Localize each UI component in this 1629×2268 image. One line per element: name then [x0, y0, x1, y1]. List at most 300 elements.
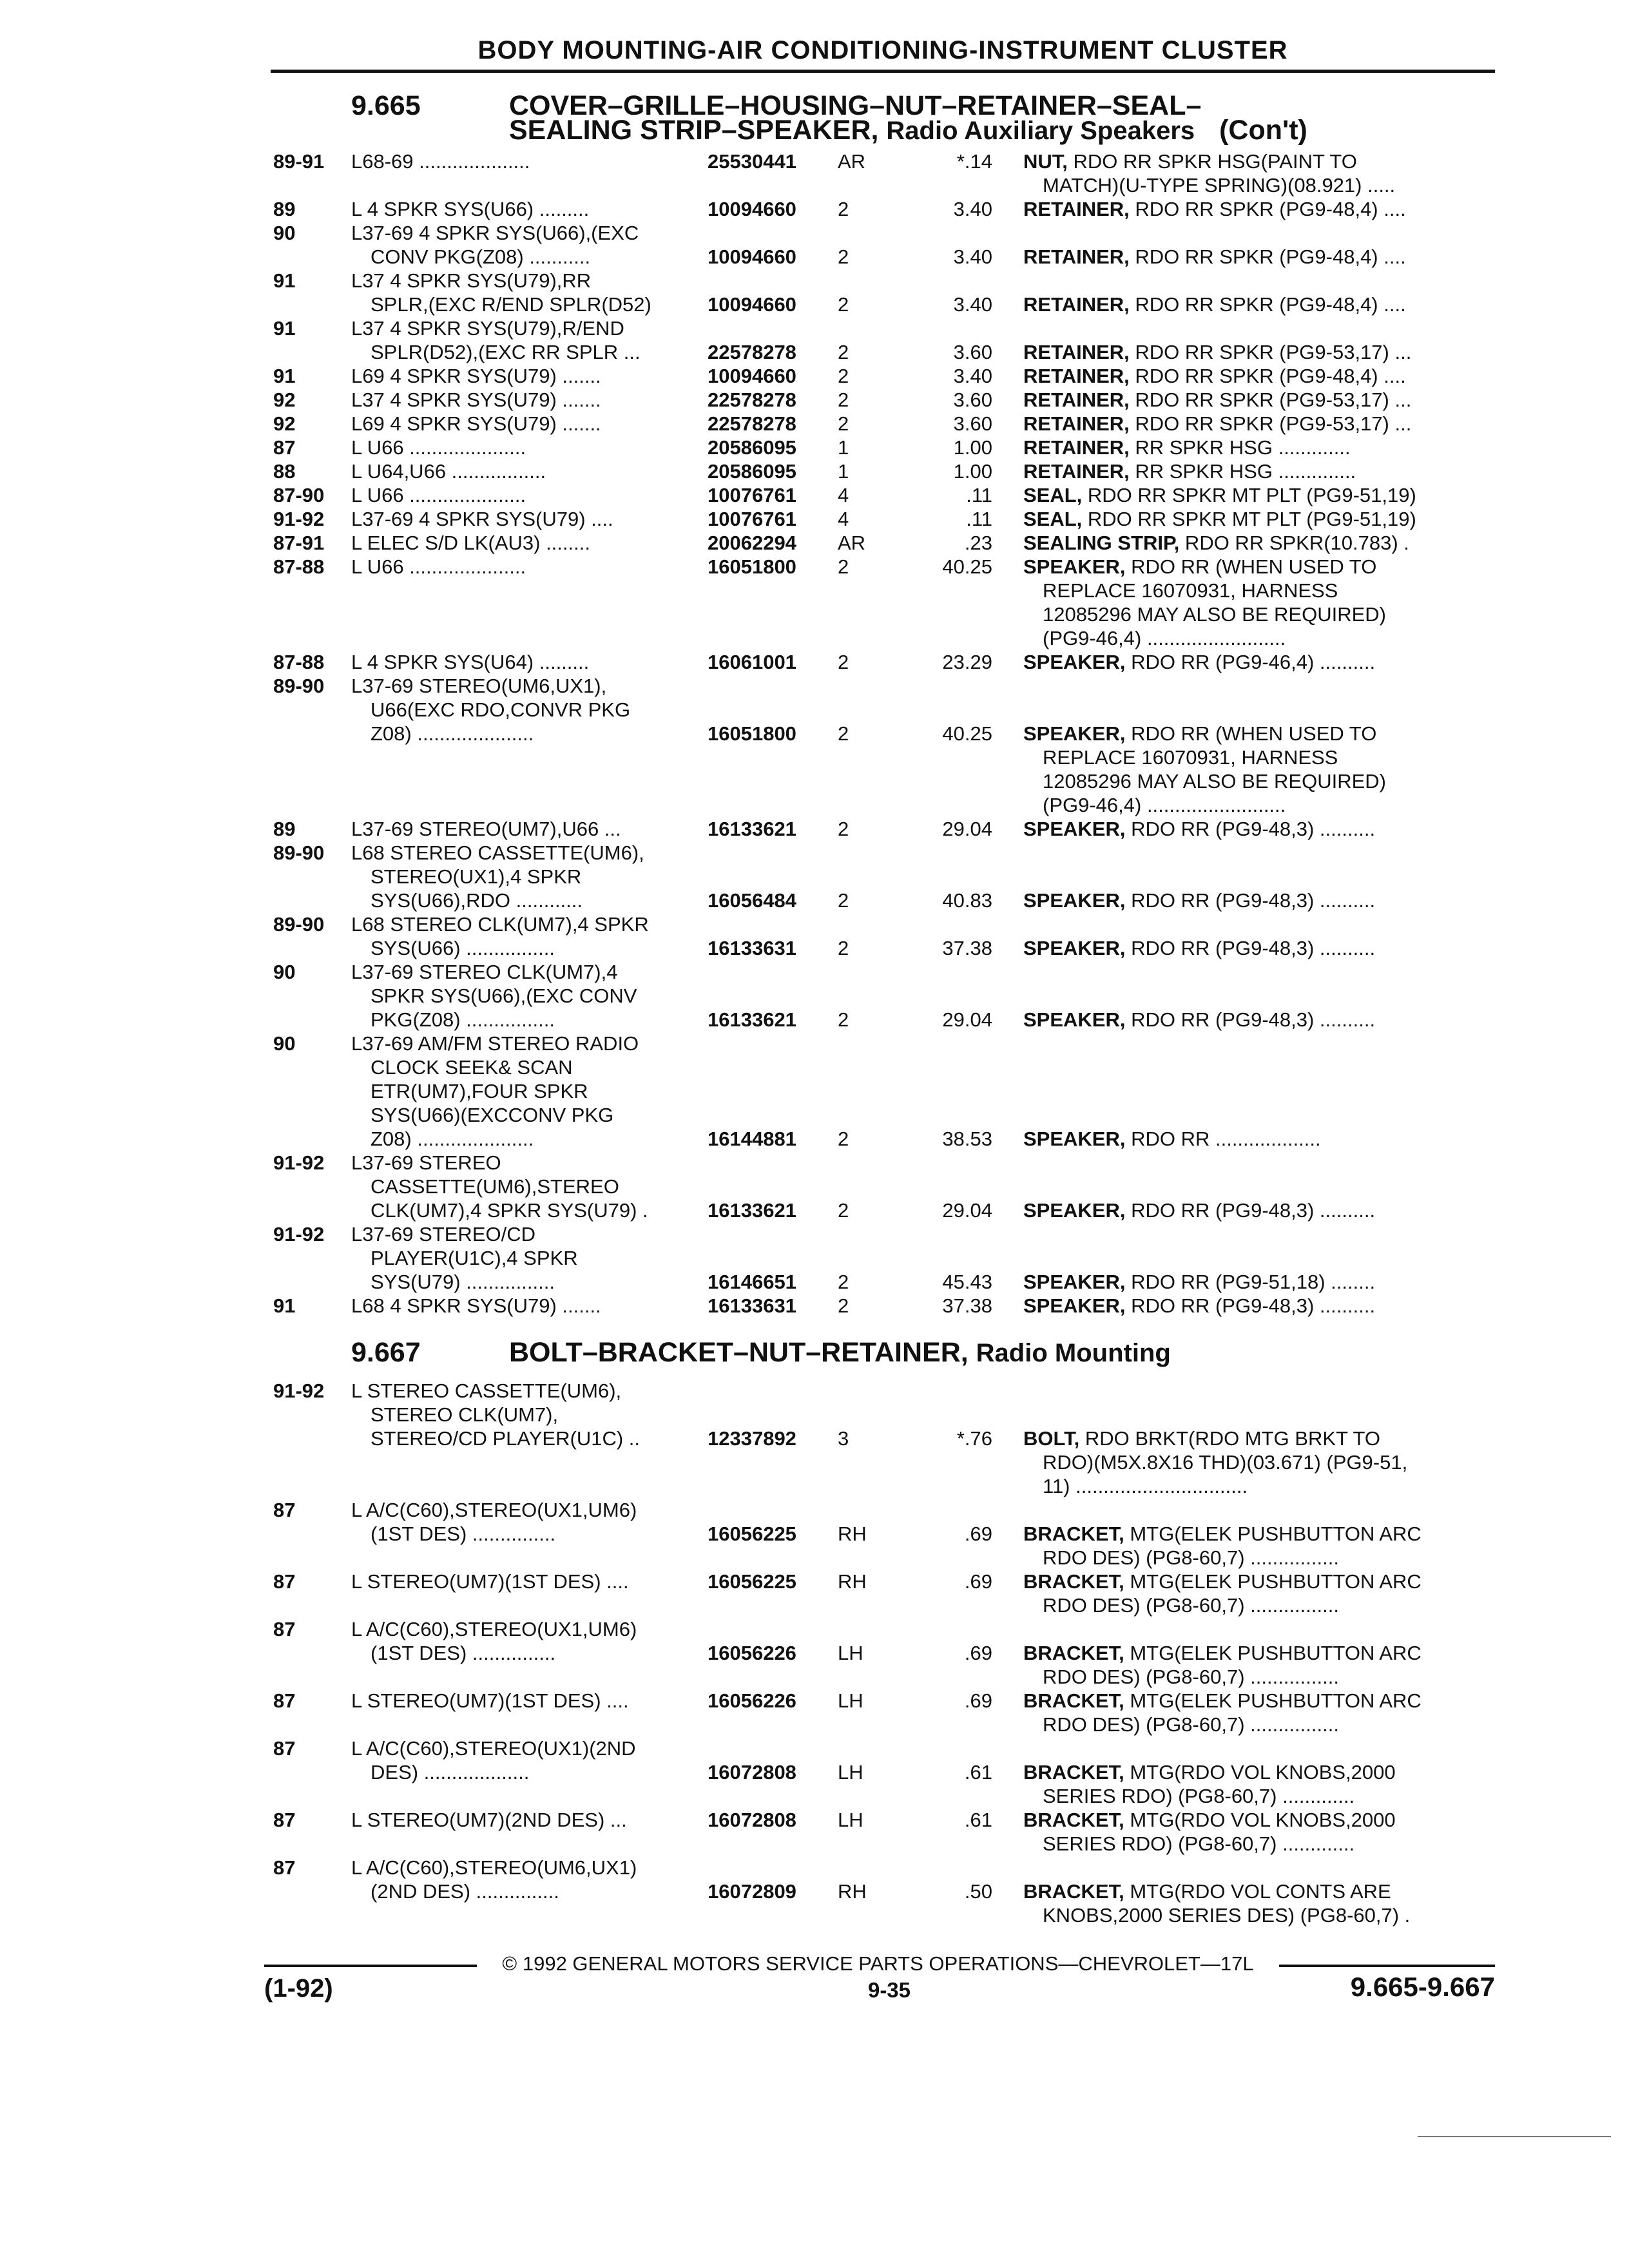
quantity: 2	[838, 651, 849, 673]
footer-section-range: 9.665-9.667	[1350, 1972, 1495, 2002]
quantity: 3	[838, 1427, 849, 1450]
application	[351, 1808, 702, 1832]
description-line: REPLACE 16070931, HARNESS	[1043, 746, 1338, 769]
application-line: L37-69 4 SPKR SYS(U66),(EXC	[351, 222, 639, 244]
description	[1023, 555, 1500, 650]
section-title-line1: COVER–GRILLE–HOUSING–NUT–RETAINER–SEAL–	[509, 90, 1202, 121]
price: 29.04	[942, 818, 992, 840]
model-years: 87	[273, 1856, 296, 1879]
price: 40.25	[942, 722, 992, 745]
application	[351, 650, 702, 674]
application-line: L U66 .....................	[351, 484, 526, 506]
part-name: BRACKET,	[1023, 1880, 1124, 1903]
quantity: 2	[838, 555, 849, 578]
quantity: 2	[838, 389, 849, 411]
application	[351, 459, 702, 483]
part-detail: RDO RR SPKR (PG9-53,17) ...	[1129, 341, 1412, 363]
description-line	[1023, 388, 1500, 412]
part-name: BOLT,	[1023, 1427, 1080, 1450]
description-line	[1023, 293, 1500, 316]
price: .23	[964, 532, 992, 554]
part-number: 10076761	[708, 508, 796, 530]
part-name: SEAL,	[1023, 484, 1083, 506]
part-detail: MTG(ELEK PUSHBUTTON ARC	[1124, 1689, 1422, 1712]
description	[1023, 936, 1500, 960]
description-line: (PG9-46,4) .........................	[1043, 627, 1286, 649]
description-line: RDO DES) (PG8-60,7) ................	[1043, 1713, 1339, 1736]
application	[351, 1222, 702, 1294]
application-line: SPKR SYS(U66),(EXC CONV	[371, 985, 637, 1007]
application-line: (1ST DES) ...............	[371, 1642, 556, 1664]
section-continued: (Con't)	[1219, 115, 1307, 146]
part-detail: RDO RR (PG9-48,3) ..........	[1125, 937, 1376, 959]
model-years: 91-92	[273, 1379, 325, 1402]
model-years: 88	[273, 460, 296, 483]
section-title-line2-wrap	[509, 115, 1307, 146]
description-line: (PG9-46,4) .........................	[1043, 794, 1286, 816]
part-detail: RDO RR ...................	[1125, 1128, 1321, 1150]
part-detail: RDO RR SPKR (PG9-53,17) ...	[1129, 389, 1412, 411]
application	[351, 1856, 702, 1903]
application-line: PKG(Z08) ................	[371, 1008, 555, 1031]
model-years: 91	[273, 317, 296, 340]
application	[351, 817, 702, 841]
part-detail: RDO RR (WHEN USED TO	[1125, 555, 1377, 578]
description	[1023, 1808, 1500, 1856]
application-line: L A/C(C60),STEREO(UX1)(2ND	[351, 1737, 636, 1760]
part-detail: RDO RR SPKR (PG9-48,4) ....	[1129, 198, 1406, 220]
part-number: 10076761	[708, 484, 796, 506]
application-line: L U64,U66 .................	[351, 460, 546, 483]
description-line	[1023, 1808, 1500, 1832]
section-number: 9.667	[351, 1337, 421, 1368]
quantity: 2	[838, 1199, 849, 1222]
application-line: L68-69 ....................	[351, 150, 530, 173]
part-name: SPEAKER,	[1023, 937, 1126, 959]
application-line: L 4 SPKR SYS(U64) .........	[351, 651, 590, 673]
application-line: L37-69 STEREO CLK(UM7),4	[351, 961, 618, 983]
application-line: SPLR,(EXC R/END SPLR(D52)	[371, 293, 651, 316]
price: .61	[964, 1761, 992, 1783]
scan-artifact-line	[1418, 2136, 1611, 2137]
application-line: L37 4 SPKR SYS(U79),R/END	[351, 317, 624, 340]
application	[351, 412, 702, 436]
application	[351, 269, 702, 316]
part-detail: RDO RR SPKR HSG(PAINT TO	[1067, 150, 1357, 173]
part-name: NUT,	[1023, 150, 1068, 173]
part-number: 16133631	[708, 1294, 796, 1317]
description	[1023, 1689, 1500, 1736]
price: 37.38	[942, 1294, 992, 1317]
price: .61	[964, 1809, 992, 1831]
description-line	[1023, 412, 1500, 436]
price: 3.40	[953, 365, 992, 387]
part-number: 10094660	[708, 365, 796, 387]
model-years: 89	[273, 818, 296, 840]
model-years: 87	[273, 1689, 296, 1712]
page-header-title: BODY MOUNTING-AIR CONDITIONING-INSTRUMENT CLUSTER	[477, 36, 1288, 64]
price: 38.53	[942, 1128, 992, 1150]
application-line: L STEREO(UM7)(1ST DES) ....	[351, 1689, 629, 1712]
price: .11	[966, 508, 992, 530]
part-number: 16056484	[708, 889, 796, 912]
application	[351, 1570, 702, 1593]
application-line: L37 4 SPKR SYS(U79),RR	[351, 269, 592, 292]
application	[351, 221, 702, 269]
description-line: RDO DES) (PG8-60,7) ................	[1043, 1666, 1339, 1688]
part-detail: RDO RR (PG9-48,3) ..........	[1125, 818, 1376, 840]
description-line	[1023, 889, 1500, 912]
part-number: 22578278	[708, 412, 796, 435]
application-line: L37-69 STEREO	[351, 1151, 501, 1174]
model-years: 89-90	[273, 841, 325, 864]
application-line: SYS(U66),RDO ............	[371, 889, 583, 912]
application	[351, 1294, 702, 1318]
part-number: 20586095	[708, 436, 796, 459]
description	[1023, 388, 1500, 412]
application-line: STEREO/CD PLAYER(U1C) ..	[371, 1427, 641, 1450]
part-name: BRACKET,	[1023, 1809, 1124, 1831]
part-name: SPEAKER,	[1023, 1271, 1126, 1293]
price: 3.40	[953, 198, 992, 220]
part-detail: MTG(RDO VOL KNOBS,2000	[1124, 1809, 1396, 1831]
application-line: L A/C(C60),STEREO(UX1,UM6)	[351, 1618, 637, 1640]
description-line	[1023, 1270, 1500, 1294]
description-line: 12085296 MAY ALSO BE REQUIRED)	[1043, 770, 1386, 793]
part-detail: RDO RR (PG9-46,4) ..........	[1125, 651, 1376, 673]
quantity: 2	[838, 1128, 849, 1150]
part-number: 16146651	[708, 1271, 796, 1293]
model-years: 87-88	[273, 555, 325, 578]
application	[351, 149, 702, 173]
section-title-text: BOLT–BRACKET–NUT–RETAINER,	[509, 1337, 969, 1368]
application-line: L STEREO(UM7)(2ND DES) ...	[351, 1809, 627, 1831]
part-number: 16051800	[708, 722, 796, 745]
application	[351, 1689, 702, 1713]
application-line: L U66 .....................	[351, 555, 526, 578]
model-years: 91	[273, 1294, 296, 1317]
application-line: L U66 .....................	[351, 436, 526, 459]
part-detail: RDO RR (PG9-48,3) ..........	[1125, 1199, 1376, 1222]
description-line	[1023, 1570, 1500, 1593]
description-line	[1023, 1522, 1500, 1546]
application-line: L37-69 4 SPKR SYS(U79) ....	[351, 508, 613, 530]
description	[1023, 1570, 1500, 1617]
part-number: 16051800	[708, 555, 796, 578]
model-years: 90	[273, 961, 296, 983]
quantity: RH	[838, 1880, 867, 1903]
price: 40.83	[942, 889, 992, 912]
part-name: RETAINER,	[1023, 365, 1130, 387]
description	[1023, 531, 1500, 555]
price: 29.04	[942, 1008, 992, 1031]
application-line: L37-69 STEREO/CD	[351, 1223, 535, 1245]
description-line	[1023, 436, 1500, 459]
description	[1023, 1127, 1500, 1151]
application-line: SYS(U66)(EXCCONV PKG	[371, 1104, 614, 1126]
description-line	[1023, 364, 1500, 388]
part-name: SPEAKER,	[1023, 1128, 1126, 1150]
part-name: RETAINER,	[1023, 412, 1130, 435]
part-name: SPEAKER,	[1023, 1008, 1126, 1031]
price: *.76	[956, 1427, 992, 1450]
description-line	[1023, 1689, 1500, 1713]
application-line: STEREO(UX1),4 SPKR	[371, 865, 582, 888]
part-name: RETAINER,	[1023, 293, 1130, 316]
part-number: 16072808	[708, 1809, 796, 1831]
price: *.14	[956, 150, 992, 173]
part-name: BRACKET,	[1023, 1570, 1124, 1593]
description-line: RDO DES) (PG8-60,7) ................	[1043, 1546, 1339, 1569]
part-detail: RDO RR SPKR MT PLT (PG9-51,19)	[1082, 508, 1416, 530]
description-line	[1023, 555, 1500, 579]
description	[1023, 364, 1500, 388]
part-name: BRACKET,	[1023, 1689, 1124, 1712]
description-line	[1023, 340, 1500, 364]
application-line: U66(EXC RDO,CONVR PKG	[371, 698, 631, 721]
description-line	[1023, 1127, 1500, 1151]
description-line	[1023, 1760, 1500, 1784]
application-line: L37-69 STEREO(UM7),U66 ...	[351, 818, 621, 840]
application-line: CASSETTE(UM6),STEREO	[371, 1175, 619, 1198]
part-name: SPEAKER,	[1023, 651, 1126, 673]
description	[1023, 650, 1500, 674]
description	[1023, 1760, 1500, 1808]
model-years: 91	[273, 269, 296, 292]
description-line: RDO)(M5X.8X16 THD)(03.671) (PG9-51,	[1043, 1451, 1408, 1474]
application-line: CLOCK SEEK& SCAN	[371, 1056, 573, 1079]
part-name: RETAINER,	[1023, 198, 1130, 220]
application	[351, 1032, 702, 1151]
footer-rule-right	[1279, 1965, 1495, 1967]
model-years: 91-92	[273, 1151, 325, 1174]
application	[351, 531, 702, 555]
description	[1023, 1427, 1500, 1498]
description	[1023, 436, 1500, 459]
application	[351, 912, 702, 960]
description	[1023, 412, 1500, 436]
description	[1023, 1008, 1500, 1032]
description	[1023, 507, 1500, 531]
model-years: 87	[273, 436, 296, 459]
description-line	[1023, 1008, 1500, 1032]
application	[351, 1617, 702, 1665]
application-line: L STEREO CASSETTE(UM6),	[351, 1379, 622, 1402]
quantity: 2	[838, 818, 849, 840]
description	[1023, 1522, 1500, 1570]
price: 3.40	[953, 245, 992, 268]
part-number: 10094660	[708, 198, 796, 220]
part-detail: MTG(ELEK PUSHBUTTON ARC	[1124, 1523, 1422, 1545]
part-detail: RDO RR SPKR MT PLT (PG9-51,19)	[1082, 484, 1416, 506]
part-detail: RDO RR SPKR (PG9-53,17) ...	[1129, 412, 1412, 435]
part-number: 22578278	[708, 389, 796, 411]
part-detail: MTG(ELEK PUSHBUTTON ARC	[1124, 1570, 1422, 1593]
description-line	[1023, 1294, 1500, 1318]
quantity: 4	[838, 484, 849, 506]
application-line: L69 4 SPKR SYS(U79) .......	[351, 412, 601, 435]
part-number: 10094660	[708, 293, 796, 316]
price: .69	[964, 1642, 992, 1664]
description-line	[1023, 483, 1500, 507]
part-name: RETAINER,	[1023, 245, 1130, 268]
application	[351, 507, 702, 531]
application-line: L 4 SPKR SYS(U66) .........	[351, 198, 590, 220]
part-detail: MTG(RDO VOL KNOBS,2000	[1124, 1761, 1396, 1783]
model-years: 87	[273, 1499, 296, 1521]
application	[351, 1379, 702, 1450]
footer-copyright: © 1992 GENERAL MOTORS SERVICE PARTS OPERATIONS—CHEVROLET—17L	[502, 1952, 1254, 1975]
model-years: 87-91	[273, 532, 325, 554]
quantity: 2	[838, 341, 849, 363]
price: .50	[964, 1880, 992, 1903]
description	[1023, 889, 1500, 912]
part-name: RETAINER,	[1023, 389, 1130, 411]
application-line: L69 4 SPKR SYS(U79) .......	[351, 365, 601, 387]
description-line	[1023, 507, 1500, 531]
header-rule	[271, 70, 1495, 73]
part-number: 16133631	[708, 937, 796, 959]
description	[1023, 245, 1500, 269]
application-line: STEREO CLK(UM7),	[371, 1403, 559, 1426]
application-line: L A/C(C60),STEREO(UM6,UX1)	[351, 1856, 637, 1879]
part-name: RETAINER,	[1023, 460, 1130, 483]
application-line: SPLR(D52),(EXC RR SPLR ...	[371, 341, 641, 363]
quantity: LH	[838, 1809, 863, 1831]
application-line: (2ND DES) ...............	[371, 1880, 559, 1903]
quantity: LH	[838, 1689, 863, 1712]
part-detail: RDO BRKT(RDO MTG BRKT TO	[1079, 1427, 1381, 1450]
description	[1023, 1879, 1500, 1927]
application	[351, 555, 702, 579]
section-number: 9.665	[351, 90, 421, 121]
description	[1023, 1198, 1500, 1222]
part-number: 16056225	[708, 1523, 796, 1545]
description	[1023, 459, 1500, 483]
description	[1023, 1641, 1500, 1689]
application-line: Z08) .....................	[371, 1128, 534, 1150]
description-line	[1023, 936, 1500, 960]
quantity: 2	[838, 889, 849, 912]
quantity: 2	[838, 722, 849, 745]
model-years: 89	[273, 198, 296, 220]
price: 3.60	[953, 389, 992, 411]
model-years: 92	[273, 389, 296, 411]
price: 37.38	[942, 937, 992, 959]
application	[351, 197, 702, 221]
part-name: BRACKET,	[1023, 1523, 1124, 1545]
section-title-line2: SEALING STRIP–SPEAKER,	[509, 115, 879, 146]
part-detail: RDO RR (PG9-51,18) ........	[1125, 1271, 1376, 1293]
quantity: AR	[838, 532, 866, 554]
application-line: Z08) .....................	[371, 722, 534, 745]
model-years: 91-92	[273, 508, 325, 530]
application-line: L37 4 SPKR SYS(U79) .......	[351, 389, 601, 411]
part-number: 16061001	[708, 651, 796, 673]
part-number: 16133621	[708, 1199, 796, 1222]
application	[351, 388, 702, 412]
part-name: SPEAKER,	[1023, 818, 1126, 840]
quantity: 1	[838, 436, 849, 459]
price: 3.40	[953, 293, 992, 316]
model-years: 87	[273, 1570, 296, 1593]
part-detail: RDO RR (PG9-48,3) ..........	[1125, 889, 1376, 912]
part-name: BRACKET,	[1023, 1642, 1124, 1664]
description-line	[1023, 459, 1500, 483]
description	[1023, 197, 1500, 221]
part-number: 12337892	[708, 1427, 796, 1450]
part-number: 10094660	[708, 245, 796, 268]
quantity: RH	[838, 1570, 867, 1593]
application-line: L68 STEREO CLK(UM7),4 SPKR	[351, 913, 649, 936]
part-number: 16056226	[708, 1689, 796, 1712]
description-line	[1023, 1427, 1500, 1450]
application-line: DES) ...................	[371, 1761, 530, 1783]
description	[1023, 149, 1500, 197]
price: 40.25	[942, 555, 992, 578]
application-line: L ELEC S/D LK(AU3) ........	[351, 532, 590, 554]
part-name: RETAINER,	[1023, 341, 1130, 363]
section-title	[509, 1337, 1171, 1369]
price: 1.00	[953, 436, 992, 459]
model-years: 91-92	[273, 1223, 325, 1245]
application-line: CONV PKG(Z08) ...........	[371, 245, 591, 268]
price: 23.29	[942, 651, 992, 673]
application-line: L68 4 SPKR SYS(U79) .......	[351, 1294, 601, 1317]
price: .11	[966, 484, 992, 506]
price: 3.60	[953, 412, 992, 435]
application-line: PLAYER(U1C),4 SPKR	[371, 1247, 578, 1269]
description-line: 12085296 MAY ALSO BE REQUIRED)	[1043, 603, 1386, 626]
description-line	[1023, 1198, 1500, 1222]
part-name: SEALING STRIP,	[1023, 532, 1180, 554]
part-number: 16133621	[708, 818, 796, 840]
model-years: 87	[273, 1618, 296, 1640]
description-line: KNOBS,2000 SERIES DES) (PG8-60,7) .	[1043, 1904, 1411, 1927]
quantity: 1	[838, 460, 849, 483]
part-detail: RDO RR SPKR (PG9-48,4) ....	[1129, 365, 1406, 387]
part-detail: RR SPKR HSG ..............	[1129, 460, 1356, 483]
price: 3.60	[953, 341, 992, 363]
part-detail: RDO RR (PG9-48,3) ..........	[1125, 1008, 1376, 1031]
part-name: SPEAKER,	[1023, 889, 1126, 912]
quantity: 2	[838, 365, 849, 387]
model-years: 89-90	[273, 675, 325, 697]
model-years: 87	[273, 1737, 296, 1760]
part-name: SPEAKER,	[1023, 722, 1126, 745]
model-years: 89-90	[273, 913, 325, 936]
application-line: SYS(U66) ................	[371, 937, 555, 959]
quantity: 2	[838, 1294, 849, 1317]
part-detail: RR SPKR HSG .............	[1129, 436, 1351, 459]
part-number: 25530441	[708, 150, 796, 173]
footer-revision: (1-92)	[264, 1974, 333, 2003]
part-detail: RDO RR SPKR (PG9-48,4) ....	[1129, 293, 1406, 316]
part-detail: RDO RR (WHEN USED TO	[1125, 722, 1377, 745]
application	[351, 674, 702, 745]
quantity: 2	[838, 1008, 849, 1031]
part-number: 20062294	[708, 532, 796, 554]
description-line	[1023, 1879, 1500, 1903]
description-line	[1023, 197, 1500, 221]
application-line: CLK(UM7),4 SPKR SYS(U79) .	[371, 1199, 648, 1222]
model-years: 87-88	[273, 651, 325, 673]
description	[1023, 1270, 1500, 1294]
quantity: LH	[838, 1642, 863, 1664]
model-years: 90	[273, 222, 296, 244]
description	[1023, 817, 1500, 841]
quantity: 2	[838, 245, 849, 268]
